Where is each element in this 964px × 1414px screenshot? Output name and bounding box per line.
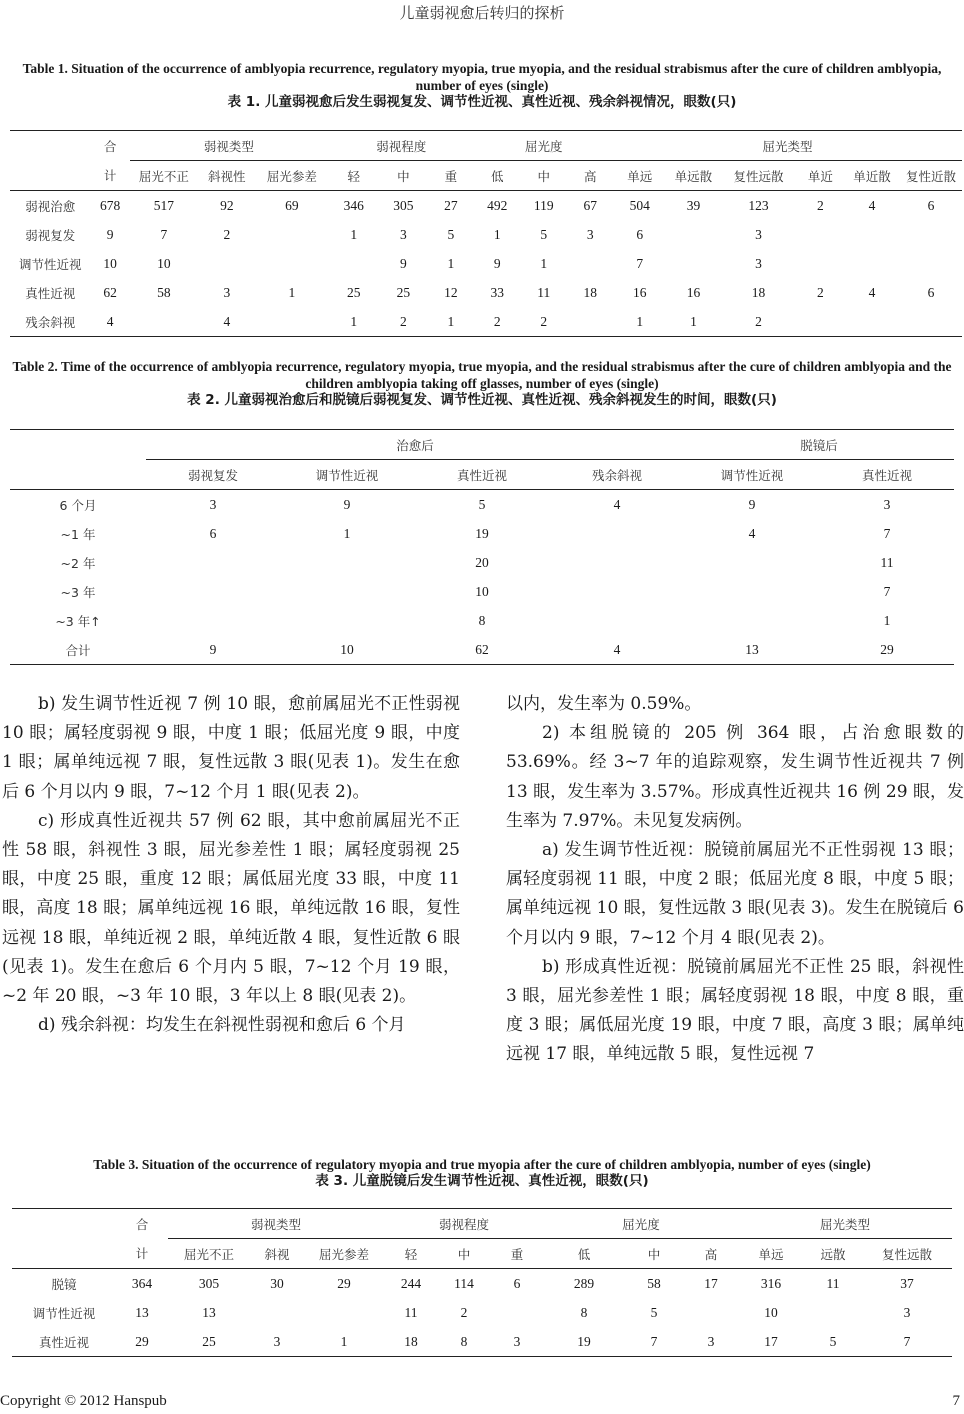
table-cell: 17 (704, 1275, 718, 1291)
row-total: 678 (100, 197, 121, 213)
table-cell: 1 (350, 226, 358, 242)
table1-total-header-top: 合 (103, 138, 117, 154)
table-cell: 29 (880, 641, 894, 657)
table-cell: 2 (223, 226, 231, 242)
table-cell (146, 606, 280, 635)
table-cell (844, 307, 900, 337)
table1-corner (10, 131, 91, 161)
table1-group-header: 屈光类型 (613, 131, 962, 161)
body-paragraph: 2) 本组脱镜的 205 例 364 眼，占治愈眼数的 53.69%。经 3~7 年的追踪观察，发生调节性近视共 7 例 13 眼，发生率为 3.57%。形成真性近视共 16 例 29 眼，发生率为 7.97%。未见复发病例。 (506, 723, 964, 831)
table-cell: 6 (927, 197, 935, 213)
table-cell: 18 (583, 284, 597, 300)
table-cell: 3 (755, 255, 762, 271)
row-label: 残余斜视 (25, 314, 76, 330)
table3-subheader-row (12, 1239, 952, 1269)
table2-subheader: 真性近视 (414, 460, 550, 490)
table1-subheader: 复性远散 (720, 161, 796, 191)
row-label: 真性近视 (38, 1334, 89, 1350)
table-cell: 11 (404, 1304, 418, 1320)
body-paragraph: 以内，发生率为 0.59%。 (506, 694, 702, 714)
table3-subheader: 单远 (738, 1239, 804, 1269)
table-cell: 4 (613, 496, 621, 512)
table-cell (550, 577, 684, 606)
table-cell: 7 (883, 583, 891, 599)
table1-subheader: 单近 (797, 161, 844, 191)
table-cell: 2 (755, 313, 762, 329)
table3 (12, 1208, 952, 1357)
row-total: 62 (103, 284, 117, 300)
table-row (10, 490, 954, 520)
table-cell: 3 (273, 1333, 281, 1349)
table1-corner (10, 161, 91, 191)
table-cell (667, 249, 721, 278)
table2-subheader: 弱视复发 (146, 460, 280, 490)
copyright-notice: Copyright © 2012 Hanspub (0, 1393, 167, 1409)
table1-caption (0, 60, 964, 111)
table1-subheader: 斜视性 (198, 161, 256, 191)
table3-subheader: 轻 (384, 1239, 438, 1269)
table-cell: 16 (686, 284, 701, 300)
table-cell: 7 (903, 1333, 911, 1349)
table-cell (804, 1298, 862, 1327)
table-cell (146, 577, 280, 606)
table-cell (550, 548, 684, 577)
table2-subheader-row (10, 460, 954, 490)
table-cell: 30 (270, 1275, 284, 1291)
table-cell: 3 (586, 226, 594, 242)
row-label: 合计 (65, 642, 91, 658)
table-cell (900, 249, 962, 278)
table-cell: 7 (883, 525, 891, 541)
table1-subheader: 重 (427, 161, 474, 191)
table-cell: 17 (764, 1333, 778, 1349)
table-cell: 10 (764, 1304, 778, 1320)
table-cell: 92 (220, 197, 234, 213)
table-cell: 114 (454, 1275, 474, 1291)
row-label: ~2 年 (60, 555, 96, 571)
table-cell: 2 (493, 313, 501, 329)
row-total: 13 (135, 1304, 149, 1320)
table-cell (844, 220, 900, 249)
table-row (10, 249, 962, 278)
table3-total-header-bottom: 计 (116, 1239, 168, 1269)
table3-subheader: 屈光参差 (304, 1239, 384, 1269)
table-cell (900, 307, 962, 337)
table1-group-header: 屈光度 (475, 131, 613, 161)
table-cell: 5 (540, 226, 548, 242)
table-cell: 10 (475, 583, 489, 599)
table1-caption-en: Table 1. Situation of the occurrence of amblyopia recurrence, regulatory myopia, true myopia, and the residual strabismus after the cure of children amblyopia, number of eyes (single) (22, 61, 942, 93)
body-paragraph: b) 形成真性近视：脱镜前属屈光不正性 25 眼，斜视性 3 眼，屈光参差性 1 眼；属轻度弱视 18 眼，中度 8 眼，重度 3 眼；属低屈光度 19 眼，中度 7 眼，高度 3 眼；属单纯远视 17 眼，单纯远散 5 眼，复性远视 7 (506, 956, 964, 1065)
table-cell: 8 (478, 612, 486, 628)
table-row (12, 1298, 952, 1327)
table1-body (10, 191, 962, 337)
table-cell: 25 (347, 284, 361, 300)
table3-caption-zh: 表 3. 儿童脱镜后发生调节性近视、真性近视，眼数(只) (315, 1173, 649, 1189)
table1-subheader: 低 (475, 161, 520, 191)
table-cell (900, 220, 962, 249)
table-cell: 9 (748, 496, 756, 512)
table-cell: 69 (285, 197, 299, 213)
table-cell (280, 606, 414, 635)
table-cell: 29 (337, 1275, 351, 1291)
table-cell: 346 (343, 197, 364, 213)
table-cell: 7 (636, 255, 644, 271)
row-label: 调节性近视 (19, 256, 82, 272)
table-cell: 289 (573, 1275, 595, 1291)
table1-subheader: 单近散 (844, 161, 900, 191)
table-cell: 316 (760, 1275, 782, 1291)
table-cell: 67 (583, 197, 597, 213)
table-cell: 16 (633, 284, 647, 300)
row-total: 9 (106, 226, 114, 242)
table2-subheader: 真性近视 (820, 460, 954, 490)
table3-corner (12, 1209, 116, 1239)
table-cell: 6 (209, 525, 217, 541)
table-cell: 3 (755, 226, 762, 242)
table2-subheader: 调节性近视 (684, 460, 820, 490)
table3-subheader: 斜视 (250, 1239, 304, 1269)
table1-subheader-row (10, 161, 962, 191)
table-cell: 9 (343, 496, 351, 512)
row-label: ~3 年↑ (55, 613, 101, 629)
table-cell: 8 (460, 1333, 468, 1349)
table2-group-header-row (10, 430, 954, 460)
table-cell: 504 (629, 197, 650, 213)
table-cell: 1 (540, 255, 548, 271)
table-cell: 11 (537, 284, 551, 300)
table-cell: 37 (900, 1275, 914, 1291)
table-cell: 8 (580, 1304, 588, 1320)
table-cell: 1 (690, 313, 697, 329)
running-head: 儿童弱视愈后转归的探析 (399, 6, 565, 22)
table-cell: 9 (399, 255, 407, 271)
table-cell (684, 606, 820, 635)
table-cell (256, 249, 328, 278)
table-cell (280, 577, 414, 606)
body-column-right (506, 690, 964, 1070)
table1 (10, 130, 962, 337)
table-cell: 4 (748, 525, 756, 541)
table-cell: 244 (400, 1275, 422, 1291)
table-row (10, 635, 954, 665)
row-label: 脱镜 (51, 1276, 77, 1292)
table-cell: 25 (202, 1333, 216, 1349)
table1-subheader: 屈光不正 (130, 161, 198, 191)
table-cell: 123 (748, 197, 769, 213)
table2-group-header: 治愈后 (146, 430, 684, 460)
table-cell: 5 (478, 496, 486, 512)
table-cell (280, 548, 414, 577)
table-row (10, 519, 954, 548)
table3-caption-en: Table 3. Situation of the occurrence of regulatory myopia and true myopia after the cure of children amblyopia, number of eyes (single) (93, 1157, 871, 1172)
table-cell: 10 (340, 641, 354, 657)
table-cell (684, 1298, 738, 1327)
table1-group-header: 弱视类型 (130, 131, 328, 161)
row-label: 调节性近视 (32, 1305, 96, 1321)
table-cell: 11 (880, 554, 894, 570)
body-paragraph: d) 残余斜视：均发生在斜视性弱视和愈后 6 个月 (38, 1015, 406, 1036)
row-label: 弱视治愈 (25, 198, 76, 214)
table1-subheader: 轻 (328, 161, 380, 191)
table-cell (490, 1298, 544, 1327)
table-cell: 1 (636, 313, 644, 329)
table-cell (146, 548, 280, 577)
table-cell: 2 (540, 313, 548, 329)
table-cell: 7 (160, 226, 168, 242)
table3-subheader: 屈光不正 (168, 1239, 250, 1269)
table1-subheader: 中 (520, 161, 567, 191)
table-cell: 3 (209, 496, 217, 512)
table-cell (797, 220, 844, 249)
table-cell (256, 307, 328, 337)
table-cell: 1 (447, 255, 455, 271)
table2-group-header: 脱镜后 (684, 430, 954, 460)
table-cell (130, 307, 198, 337)
table-cell: 18 (751, 284, 766, 300)
table-cell: 5 (829, 1333, 837, 1349)
table-row (10, 577, 954, 606)
table3-subheader: 重 (490, 1239, 544, 1269)
table-cell: 18 (404, 1333, 418, 1349)
table-cell: 4 (223, 313, 231, 329)
table-cell: 1 (350, 313, 358, 329)
table-cell: 1 (340, 1333, 348, 1349)
table-cell: 62 (475, 641, 489, 657)
body-paragraph: b) 发生调节性近视 7 例 10 眼，愈前属屈光不正性弱视 10 眼；属轻度弱视 9 眼，中度 1 眼；低屈光度 9 眼，中度 1 眼；属单纯远视 7 眼，复性远散 3 眼(见表 1)。发生在愈后 6 个月以内 9 眼，7~12 个月 1 眼(见表 2)。 (2, 694, 460, 802)
row-total: 29 (135, 1333, 149, 1349)
row-label: ~3 年 (60, 584, 96, 600)
table-cell: 39 (686, 197, 701, 213)
table3-group-header: 弱视类型 (168, 1209, 384, 1239)
table3-subheader: 低 (544, 1239, 624, 1269)
table-cell (797, 307, 844, 337)
table-cell: 11 (826, 1275, 840, 1291)
table-row (10, 606, 954, 635)
table-cell (567, 249, 612, 278)
table-cell: 20 (475, 554, 489, 570)
table-cell: 3 (707, 1333, 715, 1349)
table-cell (567, 307, 612, 337)
row-label: 真性近视 (25, 285, 76, 301)
table-cell: 27 (444, 197, 458, 213)
table3-subheader: 中 (624, 1239, 684, 1269)
row-total: 10 (103, 255, 117, 271)
table-cell: 5 (650, 1304, 658, 1320)
row-total: 4 (106, 313, 114, 329)
table-cell: 25 (396, 284, 411, 300)
table-cell: 19 (475, 525, 489, 541)
table-cell: 3 (903, 1304, 911, 1320)
table1-subheader: 复性近散 (900, 161, 962, 191)
table-cell: 6 (636, 226, 644, 242)
table1-subheader: 高 (567, 161, 612, 191)
table3-subheader: 高 (684, 1239, 738, 1269)
table2-caption-en: Table 2. Time of the occurrence of amblyopia recurrence, regulatory myopia, true myopia, and the residual strabismus after the cure of children amblyopia and the children amblyopia taking off glasses, number of eyes (single) (12, 359, 952, 391)
table3-subheader: 复性远散 (862, 1239, 952, 1269)
table-cell: 3 (883, 496, 891, 512)
table-cell: 19 (577, 1333, 591, 1349)
table-cell: 2 (817, 197, 824, 213)
row-label: 6 个月 (59, 497, 97, 513)
table-cell: 3 (223, 284, 231, 300)
table-cell: 33 (490, 284, 505, 300)
table3-subheader: 远散 (804, 1239, 862, 1269)
table-cell: 7 (650, 1333, 658, 1349)
table-cell: 119 (533, 197, 554, 213)
table2-caption-zh: 表 2. 儿童弱视治愈后和脱镜后弱视复发、调节性近视、真性近视、残余斜视发生的时间，眼数(只) (187, 392, 777, 408)
table1-subheader: 屈光参差 (256, 161, 328, 191)
table-cell: 10 (157, 255, 171, 271)
row-label: 弱视复发 (25, 227, 76, 243)
table3-subheader: 中 (438, 1239, 490, 1269)
table2-subheader: 残余斜视 (550, 460, 684, 490)
table1-subheader: 中 (380, 161, 427, 191)
table-row (10, 191, 962, 221)
table-cell: 13 (202, 1304, 216, 1320)
page-number: 7 (952, 1393, 960, 1409)
table-cell: 1 (493, 226, 501, 242)
table3-caption (0, 1156, 964, 1190)
table-cell: 305 (393, 197, 414, 213)
table-cell: 12 (444, 284, 458, 300)
table1-total-header-bottom: 计 (91, 161, 130, 191)
table3-total-header-top: 合 (135, 1216, 149, 1232)
table-cell: 58 (647, 1275, 661, 1291)
table-cell: 9 (209, 641, 217, 657)
table-cell (198, 249, 256, 278)
table1-subheader: 单远散 (667, 161, 721, 191)
table3-body (12, 1269, 952, 1357)
table-cell: 4 (868, 284, 876, 300)
table3-group-header: 屈光度 (544, 1209, 738, 1239)
table2 (10, 429, 954, 665)
table3-corner (12, 1239, 116, 1269)
table3-group-header: 弱视程度 (384, 1209, 544, 1239)
body-paragraph: a) 发生调节性近视：脱镜前属屈光不正性弱视 13 眼；属轻度弱视 11 眼，中度 2 眼；低屈光度 8 眼，中度 5 眼；属单纯远视 10 眼，复性远散 3 眼(见表 3)。发生在脱镜后 6 个月以内 9 眼，7~12 个月 4 眼(见表 2)。 (506, 840, 964, 948)
table1-group-header: 弱视程度 (328, 131, 475, 161)
table-cell: 9 (493, 255, 501, 271)
table2-corner (10, 460, 146, 490)
table2-caption (0, 358, 964, 409)
body-column-left (2, 690, 460, 1040)
table-cell: 2 (399, 313, 407, 329)
table-cell (304, 1298, 384, 1327)
table-cell (550, 519, 684, 548)
table2-corner (10, 430, 146, 460)
table-cell: 492 (487, 197, 508, 213)
table-cell (684, 577, 820, 606)
table-row (12, 1327, 952, 1357)
table-cell: 4 (868, 197, 876, 213)
table-cell: 6 (927, 284, 935, 300)
table-cell (844, 249, 900, 278)
table-cell: 6 (513, 1275, 521, 1291)
table-cell (797, 249, 844, 278)
table1-caption-zh: 表 1. 儿童弱视愈后发生弱视复发、调节性近视、真性近视、残余斜视情况，眼数(只) (227, 94, 737, 110)
table-cell: 58 (157, 284, 171, 300)
table-row (10, 220, 962, 249)
row-label: ~1 年 (60, 526, 96, 542)
body-paragraph: c) 形成真性近视共 57 例 62 眼，其中愈前属屈光不正性 58 眼，斜视性 3 眼，屈光参差性 1 眼；属轻度弱视 25 眼，中度 25 眼，重度 12 眼；属低屈光度 33 眼，中度 11 眼，高度 18 眼；属单纯远视 16 眼，单纯远散 16 眼，复性远视 18 眼，单纯近视 2 眼，单纯近散 4 眼，复性近散 6 眼(见表 1)。发生在愈后 6 个月内 5 眼，7~12 个月 19 眼，~2 年 20 眼，~3 年 10 眼，3 年以上 8 眼(见表 2)。 (2, 810, 460, 1007)
table2-subheader: 调节性近视 (280, 460, 414, 490)
table2-body (10, 490, 954, 665)
table-row (10, 278, 962, 307)
row-total: 364 (131, 1275, 153, 1291)
table-cell: 2 (817, 284, 824, 300)
table-cell (550, 606, 684, 635)
table-row (12, 1269, 952, 1299)
table-cell (684, 548, 820, 577)
table-cell: 3 (513, 1333, 521, 1349)
table-cell (250, 1298, 304, 1327)
table-cell (667, 220, 721, 249)
table-row (10, 548, 954, 577)
table1-subheader: 单远 (613, 161, 667, 191)
table-cell: 13 (745, 641, 759, 657)
table-cell: 1 (288, 284, 296, 300)
table-cell: 1 (883, 612, 891, 628)
table3-group-header-row (12, 1209, 952, 1239)
table3-group-header: 屈光类型 (738, 1209, 952, 1239)
table-cell: 5 (447, 226, 455, 242)
table-cell: 4 (613, 641, 621, 657)
table-cell (328, 249, 380, 278)
table-cell: 1 (343, 525, 351, 541)
table-cell (256, 220, 328, 249)
table-cell: 2 (460, 1304, 468, 1320)
table1-group-header-row (10, 131, 962, 161)
table-cell: 3 (399, 226, 407, 242)
table-cell: 517 (153, 197, 174, 213)
table-cell: 305 (198, 1275, 220, 1291)
table-cell: 1 (447, 313, 455, 329)
table-row (10, 307, 962, 337)
